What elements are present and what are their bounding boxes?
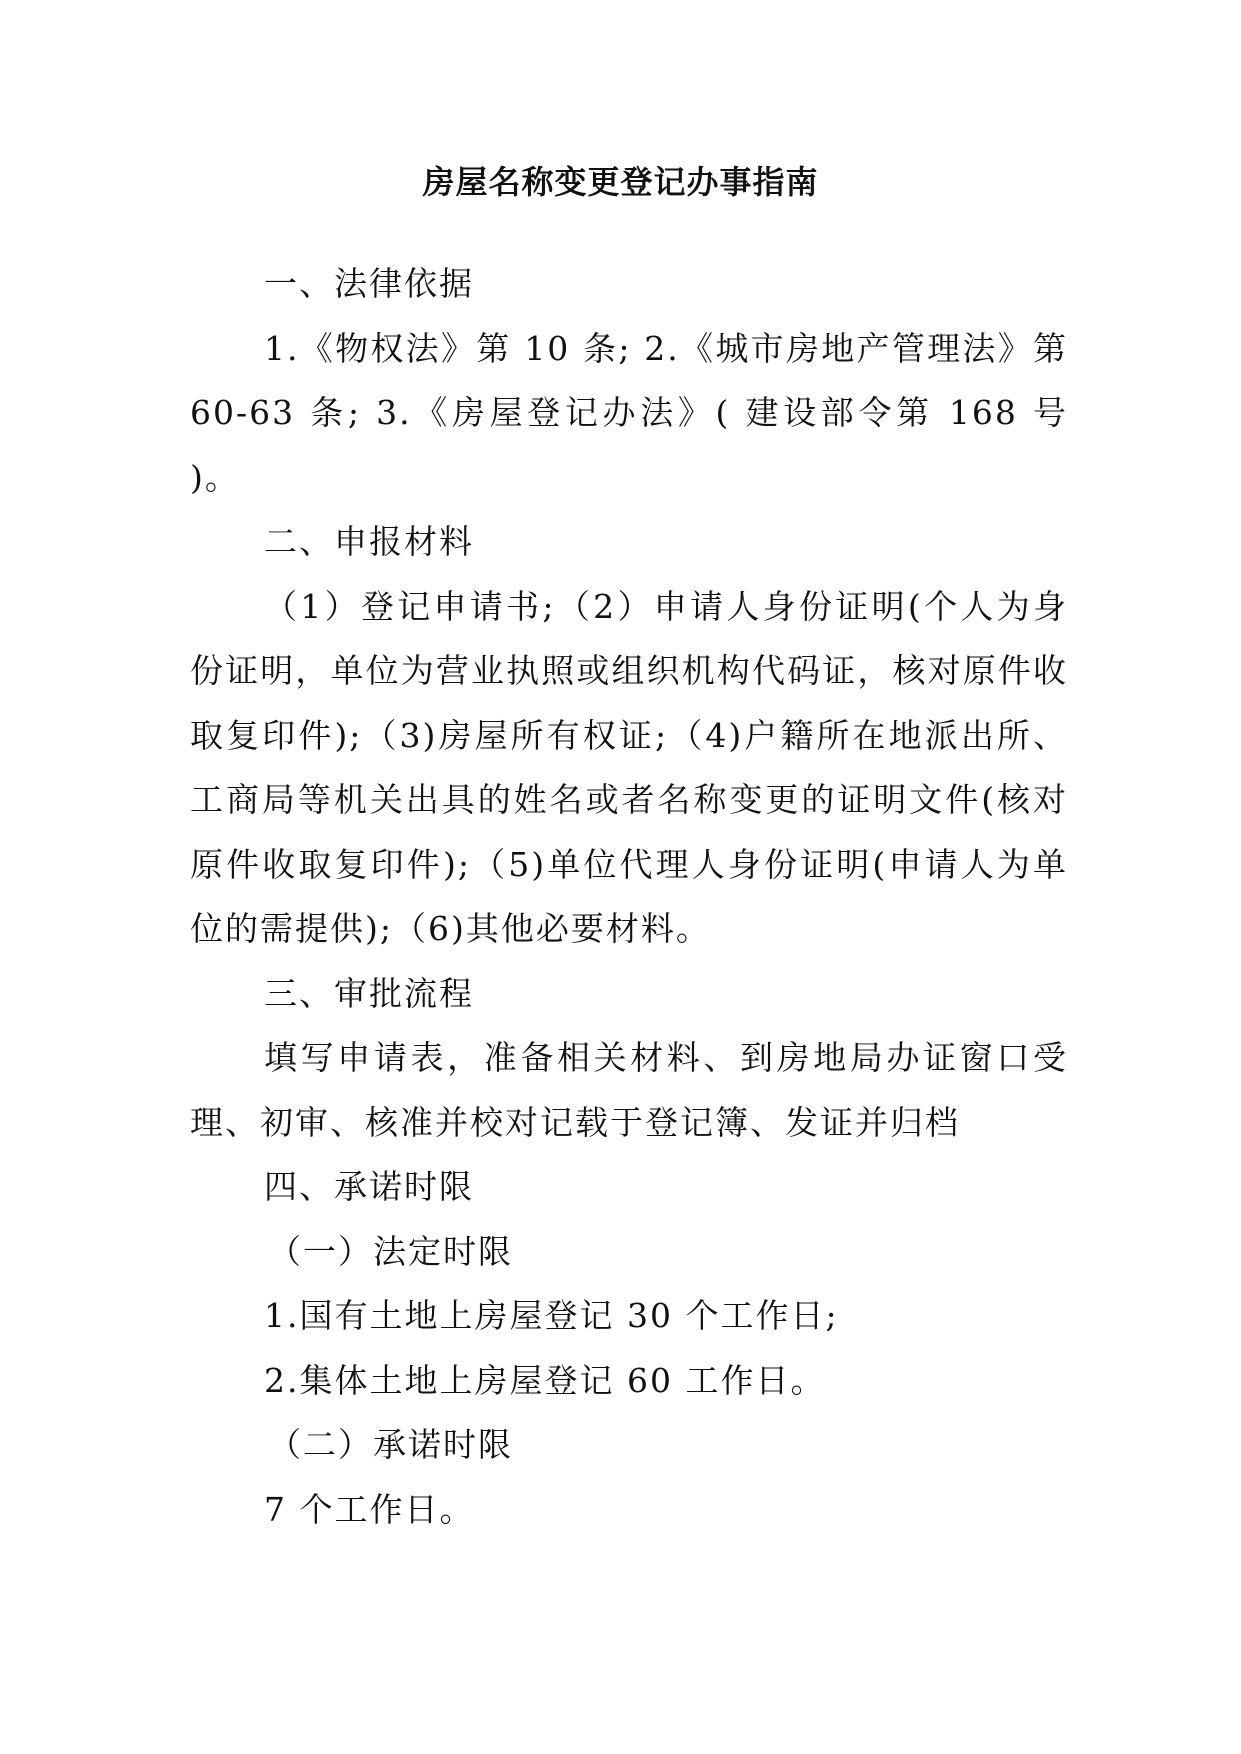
- promised-time-limit-heading: （二）承诺时限: [268, 1425, 513, 1464]
- statutory-item-2: 2.集体土地上房屋登记 60 工作日。: [264, 1360, 826, 1400]
- legal-basis-text: 1.《物权法》第 10 条; 2.《城市房地产管理法》第 60-63 条; 3.《房屋登记办法》( 建设部令第 168 号 )。: [190, 328, 1068, 497]
- document-title: 房屋名称变更登记办事指南: [422, 163, 819, 201]
- statutory-time-limit-heading: （一）法定时限: [268, 1231, 513, 1271]
- document-body: [190, 252, 1068, 1542]
- statutory-item-1: 1.国有土地上房屋登记 30 个工作日;: [264, 1296, 839, 1335]
- materials-text: （1）登记申请书;（2）申请人身份证明(个人为身份证明，单位为营业执照或组织机构代码证，核对原件收取复印件);（3)房屋所有权证;（4)户籍所在地派出所、工商局等机关出具的姓名或者名称变更的证明文件(核对原件收取复印件);（5)单位代理人身份证明(申请人为单位的需提供);（6)其他必要材料。: [190, 586, 1068, 948]
- section-heading-materials: 二、申报材料: [264, 522, 474, 561]
- section-heading-time-limit: 四、承诺时限: [264, 1167, 474, 1206]
- process-text: 填写申请表，准备相关材料、到房地局办证窗口受理、初审、核准并校对记载于登记簿、发证并归档: [190, 1038, 1068, 1142]
- promised-time-limit-value: 7 个工作日。: [264, 1489, 475, 1529]
- section-heading-legal-basis: 一、法律依据: [264, 264, 474, 303]
- section-heading-process: 三、审批流程: [264, 973, 474, 1013]
